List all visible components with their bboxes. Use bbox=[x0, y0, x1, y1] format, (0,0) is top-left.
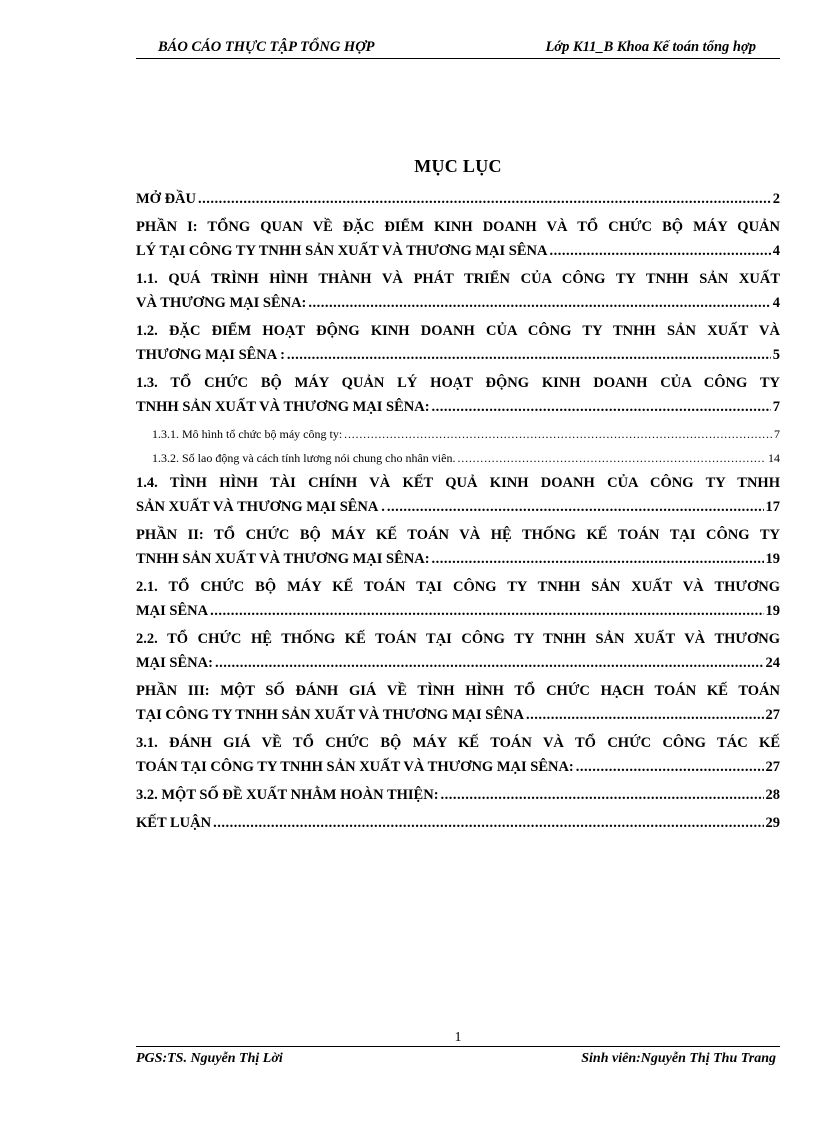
toc-entry-text: TNHH SẢN XUẤT VÀ THƯƠNG MẠI SÊNA: bbox=[136, 551, 430, 567]
dot-leader bbox=[198, 187, 771, 211]
dot-leader bbox=[213, 811, 763, 835]
toc-entry-text: TOÁN TẠI CÔNG TY TNHH SẢN XUẤT VÀ THƯƠNG MẠI SÊNA: bbox=[136, 759, 574, 775]
dot-leader bbox=[549, 239, 770, 263]
toc-page-number: 19 bbox=[765, 551, 780, 567]
toc-entry[interactable] bbox=[136, 447, 780, 469]
toc-entry-text: 3.2. MỘT SỐ ĐỀ XUẤT NHẰM HOÀN THIỆN: bbox=[136, 787, 439, 803]
toc-entry-text: MẠI SÊNA bbox=[136, 603, 209, 619]
toc-entry-line: 1.4. TÌNH HÌNH TÀI CHÍNH VÀ KẾT QUẢ KINH DOANH CỦA CÔNG TY TNHH bbox=[136, 475, 780, 491]
toc-entry[interactable] bbox=[136, 215, 780, 263]
toc-entry[interactable] bbox=[136, 471, 780, 519]
header-class-info: Lớp K11_B Khoa Kế toán tổng hợp bbox=[545, 39, 756, 55]
toc-entry[interactable] bbox=[136, 811, 780, 835]
toc-entry-line: 1.3. TỔ CHỨC BỘ MÁY QUẢN LÝ HOẠT ĐỘNG KINH DOANH CỦA CÔNG TY bbox=[136, 375, 780, 391]
dot-leader bbox=[387, 495, 764, 519]
dot-leader bbox=[210, 599, 763, 623]
header-report-title: BÁO CÁO THỰC TẬP TỔNG HỢP bbox=[158, 39, 375, 55]
toc-entry-line: 1.1. QUÁ TRÌNH HÌNH THÀNH VÀ PHÁT TRIỂN CỦA CÔNG TY TNHH SẢN XUẤT bbox=[136, 271, 780, 287]
toc-entry-line: 3.1. ĐÁNH GIÁ VỀ TỔ CHỨC BỘ MÁY KẾ TOÁN VÀ TỔ CHỨC CÔNG TÁC KẾ bbox=[136, 735, 780, 751]
toc-page-number: 7 bbox=[774, 427, 780, 441]
dot-leader bbox=[215, 651, 764, 675]
toc-entry[interactable] bbox=[136, 267, 780, 315]
toc-entry[interactable] bbox=[136, 187, 780, 211]
toc-title: MỤC LỤC bbox=[414, 156, 502, 176]
toc-entry-text: KẾT LUẬN bbox=[136, 815, 212, 831]
dot-leader bbox=[344, 423, 772, 445]
toc-page-number: 24 bbox=[765, 655, 780, 671]
toc-page-number: 28 bbox=[765, 787, 780, 803]
dot-leader bbox=[526, 703, 764, 727]
toc-page-number: 4 bbox=[772, 295, 780, 311]
toc-entry[interactable] bbox=[136, 627, 780, 675]
dot-leader bbox=[441, 783, 764, 807]
dot-leader bbox=[308, 291, 770, 315]
toc-entry-line: 2.2. TỔ CHỨC HỆ THỐNG KẾ TOÁN TẠI CÔNG TY TNHH SẢN XUẤT VÀ THƯƠNG bbox=[136, 631, 780, 647]
toc-page-number: 2 bbox=[772, 191, 780, 207]
toc-entry-text: LÝ TẠI CÔNG TY TNHH SẢN XUẤT VÀ THƯƠNG MẠI SÊNA bbox=[136, 243, 548, 259]
toc-page-number: 27 bbox=[765, 759, 780, 775]
table-of-contents bbox=[136, 187, 780, 839]
toc-entry-line: 2.1. TỔ CHỨC BỘ MÁY KẾ TOÁN TẠI CÔNG TY TNHH SẢN XUẤT VÀ THƯƠNG bbox=[136, 579, 780, 595]
toc-entry[interactable] bbox=[136, 783, 780, 807]
footer-supervisor: PGS:TS. Nguyễn Thị Lời bbox=[136, 1051, 283, 1066]
toc-entry[interactable] bbox=[136, 523, 780, 571]
footer-student: Sinh viên:Nguyễn Thị Thu Trang bbox=[581, 1051, 776, 1066]
toc-entry-line: PHẦN III: MỘT SỐ ĐÁNH GIÁ VỀ TÌNH HÌNH TỔ CHỨC HẠCH TOÁN KẾ TOÁN bbox=[136, 683, 780, 699]
toc-entry-text: 1.3.2. Số lao động và cách tính lương nói chung cho nhân viên. bbox=[152, 451, 456, 465]
toc-entry-line: PHẦN I: TỔNG QUAN VỀ ĐẶC ĐIỂM KINH DOANH VÀ TỔ CHỨC BỘ MÁY QUẢN bbox=[136, 219, 780, 235]
toc-entry-text: TẠI CÔNG TY TNHH SẢN XUẤT VÀ THƯƠNG MẠI SÊNA bbox=[136, 707, 524, 723]
toc-page-number: 27 bbox=[765, 707, 780, 723]
dot-leader bbox=[457, 447, 766, 469]
toc-entry-text: VÀ THƯƠNG MẠI SÊNA: bbox=[136, 295, 307, 311]
toc-entry[interactable] bbox=[136, 319, 780, 367]
toc-entry-text: MẠI SÊNA: bbox=[136, 655, 213, 671]
toc-entry-text: TNHH SẢN XUẤT VÀ THƯƠNG MẠI SÊNA: bbox=[136, 399, 430, 415]
toc-entry[interactable] bbox=[136, 423, 780, 445]
toc-entry[interactable] bbox=[136, 679, 780, 727]
toc-entry[interactable] bbox=[136, 371, 780, 419]
dot-leader bbox=[432, 547, 764, 571]
toc-page-number: 7 bbox=[772, 399, 780, 415]
toc-page-number: 29 bbox=[765, 815, 780, 831]
page-footer bbox=[136, 1046, 780, 1066]
page-header bbox=[136, 38, 780, 59]
toc-entry[interactable] bbox=[136, 575, 780, 623]
dot-leader bbox=[576, 755, 764, 779]
dot-leader bbox=[432, 395, 771, 419]
toc-entry-text: 1.3.1. Mô hình tổ chức bộ máy công ty: bbox=[152, 427, 343, 441]
toc-page-number: 14 bbox=[768, 451, 780, 465]
toc-entry-text: MỞ ĐẦU bbox=[136, 191, 197, 207]
page-number: 1 bbox=[454, 1030, 462, 1045]
toc-page-number: 19 bbox=[765, 603, 780, 619]
toc-entry-text: THƯƠNG MẠI SÊNA : bbox=[136, 347, 285, 363]
toc-entry-line: PHẦN II: TỔ CHỨC BỘ MÁY KẾ TOÁN VÀ HỆ THỐNG KẾ TOÁN TẠI CÔNG TY bbox=[136, 527, 780, 543]
toc-page-number: 4 bbox=[772, 243, 780, 259]
toc-page-number: 5 bbox=[772, 347, 780, 363]
toc-entry-line: 1.2. ĐẶC ĐIỂM HOẠT ĐỘNG KINH DOANH CỦA CÔNG TY TNHH SẢN XUẤT VÀ bbox=[136, 323, 780, 339]
dot-leader bbox=[287, 343, 771, 367]
toc-page-number: 17 bbox=[765, 499, 780, 515]
toc-entry-text: SẢN XUẤT VÀ THƯƠNG MẠI SÊNA . bbox=[136, 499, 385, 515]
toc-entry[interactable] bbox=[136, 731, 780, 779]
